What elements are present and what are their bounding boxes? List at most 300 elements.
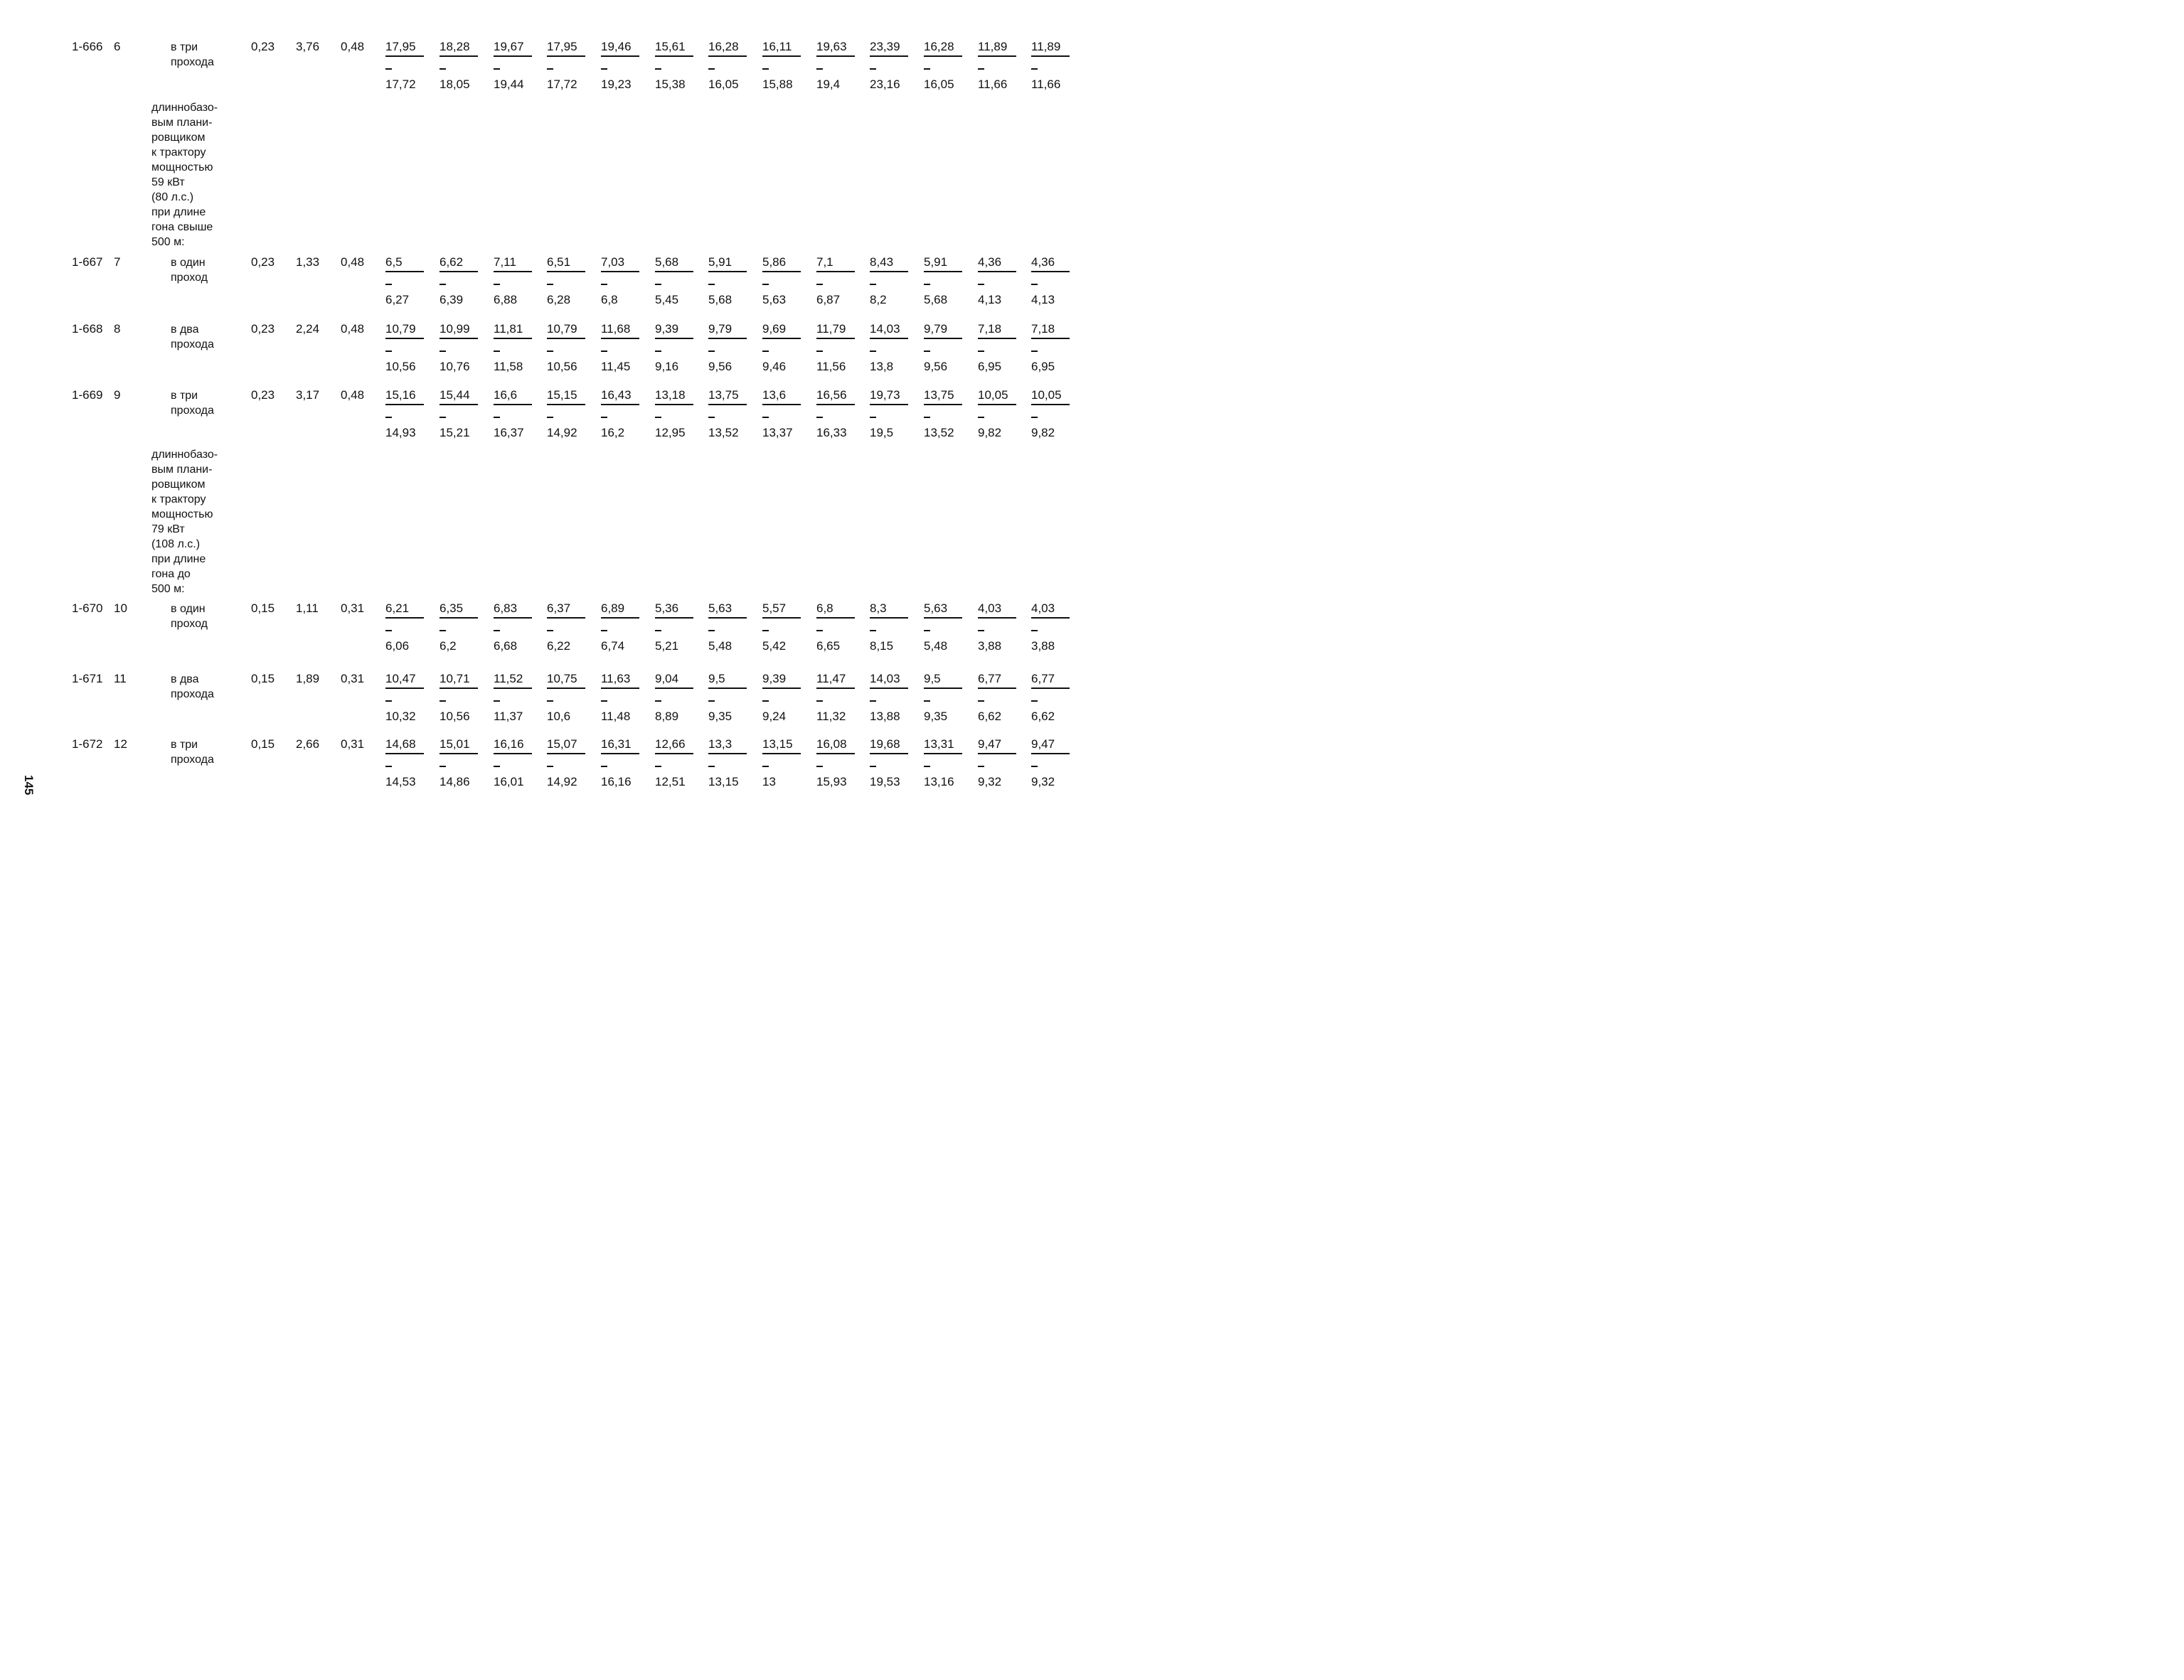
value-bottom: 14,93 bbox=[385, 426, 416, 439]
row-code: 1-667 bbox=[72, 255, 103, 269]
value-top: 6,8 bbox=[816, 601, 833, 615]
param-a: 0,23 bbox=[251, 322, 275, 336]
value-bottom: 4,13 bbox=[978, 293, 1002, 306]
fraction-dash bbox=[601, 417, 607, 418]
fraction-line bbox=[385, 55, 424, 57]
fraction-dash bbox=[816, 630, 823, 631]
fraction-dash bbox=[601, 766, 607, 767]
value-top: 11,63 bbox=[601, 672, 631, 685]
fraction-line bbox=[816, 404, 855, 405]
fraction-line bbox=[870, 55, 908, 57]
value-bottom: 6,2 bbox=[440, 639, 457, 653]
fraction-dash bbox=[870, 630, 876, 631]
value-bottom: 15,93 bbox=[816, 775, 847, 788]
fraction-dash bbox=[601, 284, 607, 285]
value-top: 11,47 bbox=[816, 672, 846, 685]
fraction-line bbox=[762, 617, 801, 619]
value-bottom: 9,82 bbox=[1031, 426, 1055, 439]
row-code: 1-668 bbox=[72, 322, 103, 336]
fraction-line bbox=[978, 617, 1016, 619]
fraction-dash bbox=[924, 700, 930, 702]
value-bottom: 3,88 bbox=[1031, 639, 1055, 653]
value-bottom: 13,16 bbox=[924, 775, 954, 788]
fraction-dash bbox=[1031, 700, 1038, 702]
value-top: 16,6 bbox=[494, 388, 518, 402]
fraction-dash bbox=[870, 417, 876, 418]
value-top: 14,03 bbox=[870, 322, 900, 336]
fraction-line bbox=[870, 404, 908, 405]
fraction-dash bbox=[816, 351, 823, 352]
value-top: 14,68 bbox=[385, 737, 416, 751]
fraction-dash bbox=[924, 68, 930, 70]
fraction-line bbox=[547, 338, 585, 339]
value-bottom: 16,37 bbox=[494, 426, 524, 439]
fraction-line bbox=[385, 271, 424, 272]
fraction-line bbox=[655, 404, 693, 405]
fraction-dash bbox=[762, 417, 769, 418]
fraction-line bbox=[708, 338, 747, 339]
param-a: 0,23 bbox=[251, 255, 275, 269]
row-label: в один проход bbox=[171, 257, 208, 284]
value-top: 9,47 bbox=[978, 737, 1002, 751]
value-top: 11,52 bbox=[494, 672, 523, 685]
group-heading: длиннобазо- вым плани- ровщиком к трактору мощностью 59 кВт (80 л.с.) при длине гона свыше 500 м: bbox=[151, 102, 218, 248]
value-bottom: 16,16 bbox=[601, 775, 632, 788]
value-top: 9,39 bbox=[655, 322, 679, 336]
value-bottom: 11,48 bbox=[601, 710, 631, 723]
fraction-line bbox=[385, 404, 424, 405]
fraction-line bbox=[1031, 687, 1070, 689]
value-top: 13,18 bbox=[655, 388, 686, 402]
value-top: 11,79 bbox=[816, 322, 846, 336]
value-bottom: 12,51 bbox=[655, 775, 686, 788]
fraction-line bbox=[1031, 753, 1070, 754]
fraction-dash bbox=[1031, 766, 1038, 767]
fraction-line bbox=[978, 55, 1016, 57]
value-top: 16,28 bbox=[924, 40, 954, 53]
value-bottom: 6,22 bbox=[547, 639, 571, 653]
fraction-dash bbox=[1031, 68, 1038, 70]
fraction-line bbox=[547, 271, 585, 272]
value-top: 4,03 bbox=[1031, 601, 1055, 615]
value-bottom: 9,56 bbox=[708, 360, 733, 373]
fraction-line bbox=[655, 271, 693, 272]
fraction-dash bbox=[494, 766, 500, 767]
value-top: 19,46 bbox=[601, 40, 632, 53]
fraction-line bbox=[978, 404, 1016, 405]
fraction-line bbox=[494, 55, 532, 57]
fraction-line bbox=[816, 617, 855, 619]
value-top: 10,71 bbox=[440, 672, 470, 685]
fraction-dash bbox=[978, 700, 984, 702]
fraction-line bbox=[547, 617, 585, 619]
fraction-line bbox=[494, 338, 532, 339]
fraction-line bbox=[924, 55, 962, 57]
fraction-line bbox=[655, 55, 693, 57]
value-bottom: 12,95 bbox=[655, 426, 686, 439]
value-bottom: 16,2 bbox=[601, 426, 625, 439]
value-top: 16,43 bbox=[601, 388, 632, 402]
fraction-line bbox=[440, 617, 478, 619]
fraction-dash bbox=[816, 68, 823, 70]
param-a: 0,15 bbox=[251, 601, 275, 615]
fraction-line bbox=[655, 753, 693, 754]
fraction-dash bbox=[708, 417, 715, 418]
value-bottom: 6,06 bbox=[385, 639, 410, 653]
param-c: 0,48 bbox=[341, 388, 365, 402]
value-top: 13,15 bbox=[762, 737, 793, 751]
fraction-dash bbox=[708, 68, 715, 70]
value-top: 15,44 bbox=[440, 388, 470, 402]
fraction-dash bbox=[1031, 351, 1038, 352]
fraction-dash bbox=[978, 630, 984, 631]
value-bottom: 6,68 bbox=[494, 639, 518, 653]
value-top: 13,75 bbox=[924, 388, 954, 402]
row-label: в три прохода bbox=[171, 390, 214, 417]
value-top: 10,05 bbox=[978, 388, 1008, 402]
fraction-dash bbox=[385, 766, 392, 767]
value-top: 9,5 bbox=[708, 672, 725, 685]
value-bottom: 13 bbox=[762, 775, 776, 788]
value-top: 11,81 bbox=[494, 322, 523, 336]
value-bottom: 5,68 bbox=[708, 293, 733, 306]
fraction-dash bbox=[547, 417, 553, 418]
value-top: 10,99 bbox=[440, 322, 470, 336]
value-bottom: 14,92 bbox=[547, 775, 577, 788]
fraction-line bbox=[762, 55, 801, 57]
fraction-line bbox=[870, 617, 908, 619]
value-bottom: 6,28 bbox=[547, 293, 571, 306]
row-number: 7 bbox=[114, 255, 121, 269]
row-label: в два прохода bbox=[171, 673, 214, 700]
value-top: 19,63 bbox=[816, 40, 847, 53]
row-label: в три прохода bbox=[171, 41, 214, 68]
fraction-line bbox=[708, 271, 747, 272]
fraction-dash bbox=[708, 766, 715, 767]
fraction-dash bbox=[547, 700, 553, 702]
value-bottom: 15,21 bbox=[440, 426, 470, 439]
fraction-dash bbox=[440, 630, 446, 631]
fraction-dash bbox=[762, 284, 769, 285]
value-top: 19,67 bbox=[494, 40, 524, 53]
fraction-dash bbox=[655, 68, 661, 70]
value-top: 12,66 bbox=[655, 737, 686, 751]
fraction-line bbox=[440, 687, 478, 689]
value-top: 4,03 bbox=[978, 601, 1002, 615]
fraction-dash bbox=[924, 351, 930, 352]
param-c: 0,48 bbox=[341, 40, 365, 53]
value-bottom: 3,88 bbox=[978, 639, 1002, 653]
value-top: 4,36 bbox=[978, 255, 1002, 269]
row-code: 1-669 bbox=[72, 388, 103, 402]
value-top: 7,18 bbox=[1031, 322, 1055, 336]
value-bottom: 10,56 bbox=[547, 360, 577, 373]
row-code: 1-666 bbox=[72, 40, 103, 53]
value-top: 7,18 bbox=[978, 322, 1002, 336]
fraction-dash bbox=[440, 284, 446, 285]
value-bottom: 8,2 bbox=[870, 293, 887, 306]
fraction-line bbox=[870, 687, 908, 689]
fraction-line bbox=[816, 338, 855, 339]
value-top: 9,79 bbox=[924, 322, 948, 336]
fraction-dash bbox=[816, 417, 823, 418]
fraction-dash bbox=[655, 630, 661, 631]
fraction-line bbox=[547, 753, 585, 754]
fraction-dash bbox=[1031, 630, 1038, 631]
value-bottom: 18,05 bbox=[440, 77, 470, 91]
value-bottom: 5,45 bbox=[655, 293, 679, 306]
value-top: 7,1 bbox=[816, 255, 833, 269]
fraction-dash bbox=[762, 766, 769, 767]
value-bottom: 9,32 bbox=[978, 775, 1002, 788]
fraction-dash bbox=[494, 700, 500, 702]
fraction-line bbox=[924, 404, 962, 405]
value-bottom: 16,05 bbox=[924, 77, 954, 91]
fraction-line bbox=[601, 271, 639, 272]
value-top: 15,07 bbox=[547, 737, 577, 751]
fraction-dash bbox=[601, 700, 607, 702]
fraction-line bbox=[762, 271, 801, 272]
fraction-line bbox=[708, 404, 747, 405]
fraction-dash bbox=[494, 351, 500, 352]
fraction-line bbox=[440, 271, 478, 272]
fraction-dash bbox=[440, 68, 446, 70]
value-bottom: 15,88 bbox=[762, 77, 793, 91]
value-top: 6,89 bbox=[601, 601, 625, 615]
value-top: 5,63 bbox=[708, 601, 733, 615]
value-top: 5,91 bbox=[708, 255, 733, 269]
fraction-line bbox=[440, 404, 478, 405]
param-b: 1,89 bbox=[296, 672, 320, 685]
value-top: 19,68 bbox=[870, 737, 900, 751]
fraction-dash bbox=[655, 284, 661, 285]
fraction-dash bbox=[870, 700, 876, 702]
param-c: 0,31 bbox=[341, 672, 365, 685]
fraction-dash bbox=[870, 766, 876, 767]
value-bottom: 11,45 bbox=[601, 360, 631, 373]
fraction-line bbox=[978, 687, 1016, 689]
fraction-dash bbox=[924, 766, 930, 767]
value-bottom: 6,88 bbox=[494, 293, 518, 306]
group-heading: длиннобазо- вым плани- ровщиком к трактору мощностью 79 кВт (108 л.с.) при длине гона до 500 м: bbox=[151, 449, 218, 595]
value-top: 13,6 bbox=[762, 388, 787, 402]
fraction-line bbox=[1031, 404, 1070, 405]
fraction-line bbox=[547, 687, 585, 689]
value-top: 19,73 bbox=[870, 388, 900, 402]
value-top: 6,77 bbox=[1031, 672, 1055, 685]
fraction-dash bbox=[547, 766, 553, 767]
fraction-line bbox=[978, 271, 1016, 272]
value-bottom: 6,65 bbox=[816, 639, 841, 653]
fraction-line bbox=[708, 617, 747, 619]
fraction-dash bbox=[708, 630, 715, 631]
value-top: 16,31 bbox=[601, 737, 632, 751]
fraction-dash bbox=[870, 351, 876, 352]
value-top: 10,79 bbox=[385, 322, 416, 336]
fraction-line bbox=[440, 753, 478, 754]
value-bottom: 19,53 bbox=[870, 775, 900, 788]
fraction-dash bbox=[762, 630, 769, 631]
fraction-line bbox=[870, 271, 908, 272]
document-page bbox=[0, 0, 1104, 860]
value-top: 13,3 bbox=[708, 737, 733, 751]
value-bottom: 19,4 bbox=[816, 77, 841, 91]
value-bottom: 6,74 bbox=[601, 639, 625, 653]
value-top: 11,89 bbox=[1031, 40, 1061, 53]
value-bottom: 6,62 bbox=[1031, 710, 1055, 723]
value-top: 5,86 bbox=[762, 255, 787, 269]
value-bottom: 8,15 bbox=[870, 639, 894, 653]
fraction-dash bbox=[978, 68, 984, 70]
value-top: 6,5 bbox=[385, 255, 403, 269]
fraction-line bbox=[385, 687, 424, 689]
value-bottom: 19,23 bbox=[601, 77, 632, 91]
fraction-line bbox=[655, 687, 693, 689]
value-top: 6,51 bbox=[547, 255, 571, 269]
param-b: 1,11 bbox=[296, 601, 319, 615]
fraction-line bbox=[440, 55, 478, 57]
value-bottom: 5,63 bbox=[762, 293, 787, 306]
value-top: 5,91 bbox=[924, 255, 948, 269]
value-bottom: 19,44 bbox=[494, 77, 524, 91]
fraction-dash bbox=[708, 284, 715, 285]
fraction-dash bbox=[385, 700, 392, 702]
value-top: 13,31 bbox=[924, 737, 954, 751]
param-b: 3,76 bbox=[296, 40, 320, 53]
fraction-line bbox=[547, 55, 585, 57]
value-top: 15,15 bbox=[547, 388, 577, 402]
value-bottom: 9,32 bbox=[1031, 775, 1055, 788]
fraction-line bbox=[601, 55, 639, 57]
param-a: 0,15 bbox=[251, 672, 275, 685]
fraction-dash bbox=[385, 68, 392, 70]
fraction-dash bbox=[978, 284, 984, 285]
value-bottom: 11,58 bbox=[494, 360, 523, 373]
value-top: 8,43 bbox=[870, 255, 894, 269]
row-label: в три прохода bbox=[171, 739, 214, 766]
value-top: 18,28 bbox=[440, 40, 470, 53]
value-bottom: 9,24 bbox=[762, 710, 787, 723]
value-top: 9,04 bbox=[655, 672, 679, 685]
value-bottom: 19,5 bbox=[870, 426, 894, 439]
fraction-dash bbox=[440, 351, 446, 352]
value-top: 10,79 bbox=[547, 322, 577, 336]
row-number: 9 bbox=[114, 388, 121, 402]
value-top: 9,47 bbox=[1031, 737, 1055, 751]
value-bottom: 13,8 bbox=[870, 360, 894, 373]
param-c: 0,31 bbox=[341, 737, 365, 751]
value-top: 15,01 bbox=[440, 737, 470, 751]
value-top: 6,35 bbox=[440, 601, 464, 615]
fraction-line bbox=[494, 271, 532, 272]
fraction-dash bbox=[655, 417, 661, 418]
fraction-line bbox=[978, 753, 1016, 754]
value-top: 15,16 bbox=[385, 388, 416, 402]
fraction-dash bbox=[978, 351, 984, 352]
fraction-dash bbox=[385, 284, 392, 285]
value-bottom: 14,53 bbox=[385, 775, 416, 788]
value-bottom: 5,48 bbox=[924, 639, 948, 653]
value-bottom: 11,56 bbox=[816, 360, 846, 373]
fraction-dash bbox=[547, 630, 553, 631]
value-bottom: 10,76 bbox=[440, 360, 470, 373]
fraction-line bbox=[978, 338, 1016, 339]
row-number: 6 bbox=[114, 40, 121, 53]
value-bottom: 11,66 bbox=[978, 77, 1008, 91]
fraction-dash bbox=[816, 700, 823, 702]
fraction-dash bbox=[440, 417, 446, 418]
param-c: 0,31 bbox=[341, 601, 365, 615]
fraction-line bbox=[655, 617, 693, 619]
value-bottom: 14,92 bbox=[547, 426, 577, 439]
fraction-dash bbox=[655, 766, 661, 767]
value-top: 14,03 bbox=[870, 672, 900, 685]
value-bottom: 10,56 bbox=[385, 360, 416, 373]
value-bottom: 10,6 bbox=[547, 710, 571, 723]
fraction-line bbox=[385, 338, 424, 339]
value-bottom: 13,37 bbox=[762, 426, 793, 439]
fraction-line bbox=[870, 753, 908, 754]
fraction-dash bbox=[494, 68, 500, 70]
value-top: 6,21 bbox=[385, 601, 410, 615]
value-top: 7,11 bbox=[494, 255, 516, 269]
value-top: 16,08 bbox=[816, 737, 847, 751]
value-top: 16,16 bbox=[494, 737, 524, 751]
fraction-line bbox=[924, 271, 962, 272]
value-top: 5,63 bbox=[924, 601, 948, 615]
fraction-dash bbox=[924, 630, 930, 631]
page-number: 145 bbox=[22, 775, 36, 796]
value-top: 16,28 bbox=[708, 40, 739, 53]
fraction-line bbox=[924, 687, 962, 689]
value-top: 8,3 bbox=[870, 601, 887, 615]
fraction-line bbox=[494, 617, 532, 619]
value-top: 17,95 bbox=[385, 40, 416, 53]
fraction-dash bbox=[655, 700, 661, 702]
value-top: 6,37 bbox=[547, 601, 571, 615]
value-top: 7,03 bbox=[601, 255, 625, 269]
fraction-line bbox=[547, 404, 585, 405]
value-bottom: 9,56 bbox=[924, 360, 948, 373]
fraction-dash bbox=[978, 766, 984, 767]
value-bottom: 16,01 bbox=[494, 775, 524, 788]
fraction-line bbox=[601, 753, 639, 754]
value-top: 11,89 bbox=[978, 40, 1008, 53]
fraction-dash bbox=[494, 284, 500, 285]
value-top: 9,69 bbox=[762, 322, 787, 336]
fraction-dash bbox=[385, 351, 392, 352]
row-label: в один проход bbox=[171, 603, 208, 630]
value-bottom: 10,32 bbox=[385, 710, 416, 723]
value-bottom: 17,72 bbox=[385, 77, 416, 91]
param-b: 2,66 bbox=[296, 737, 320, 751]
param-c: 0,48 bbox=[341, 255, 365, 269]
fraction-dash bbox=[494, 417, 500, 418]
value-top: 5,68 bbox=[655, 255, 679, 269]
param-a: 0,23 bbox=[251, 388, 275, 402]
row-code: 1-672 bbox=[72, 737, 103, 751]
value-bottom: 15,38 bbox=[655, 77, 686, 91]
fraction-line bbox=[601, 687, 639, 689]
value-bottom: 9,16 bbox=[655, 360, 679, 373]
value-bottom: 23,16 bbox=[870, 77, 900, 91]
fraction-line bbox=[762, 404, 801, 405]
value-bottom: 4,13 bbox=[1031, 293, 1055, 306]
fraction-dash bbox=[1031, 284, 1038, 285]
fraction-dash bbox=[385, 417, 392, 418]
value-bottom: 14,86 bbox=[440, 775, 470, 788]
row-number: 12 bbox=[114, 737, 127, 751]
